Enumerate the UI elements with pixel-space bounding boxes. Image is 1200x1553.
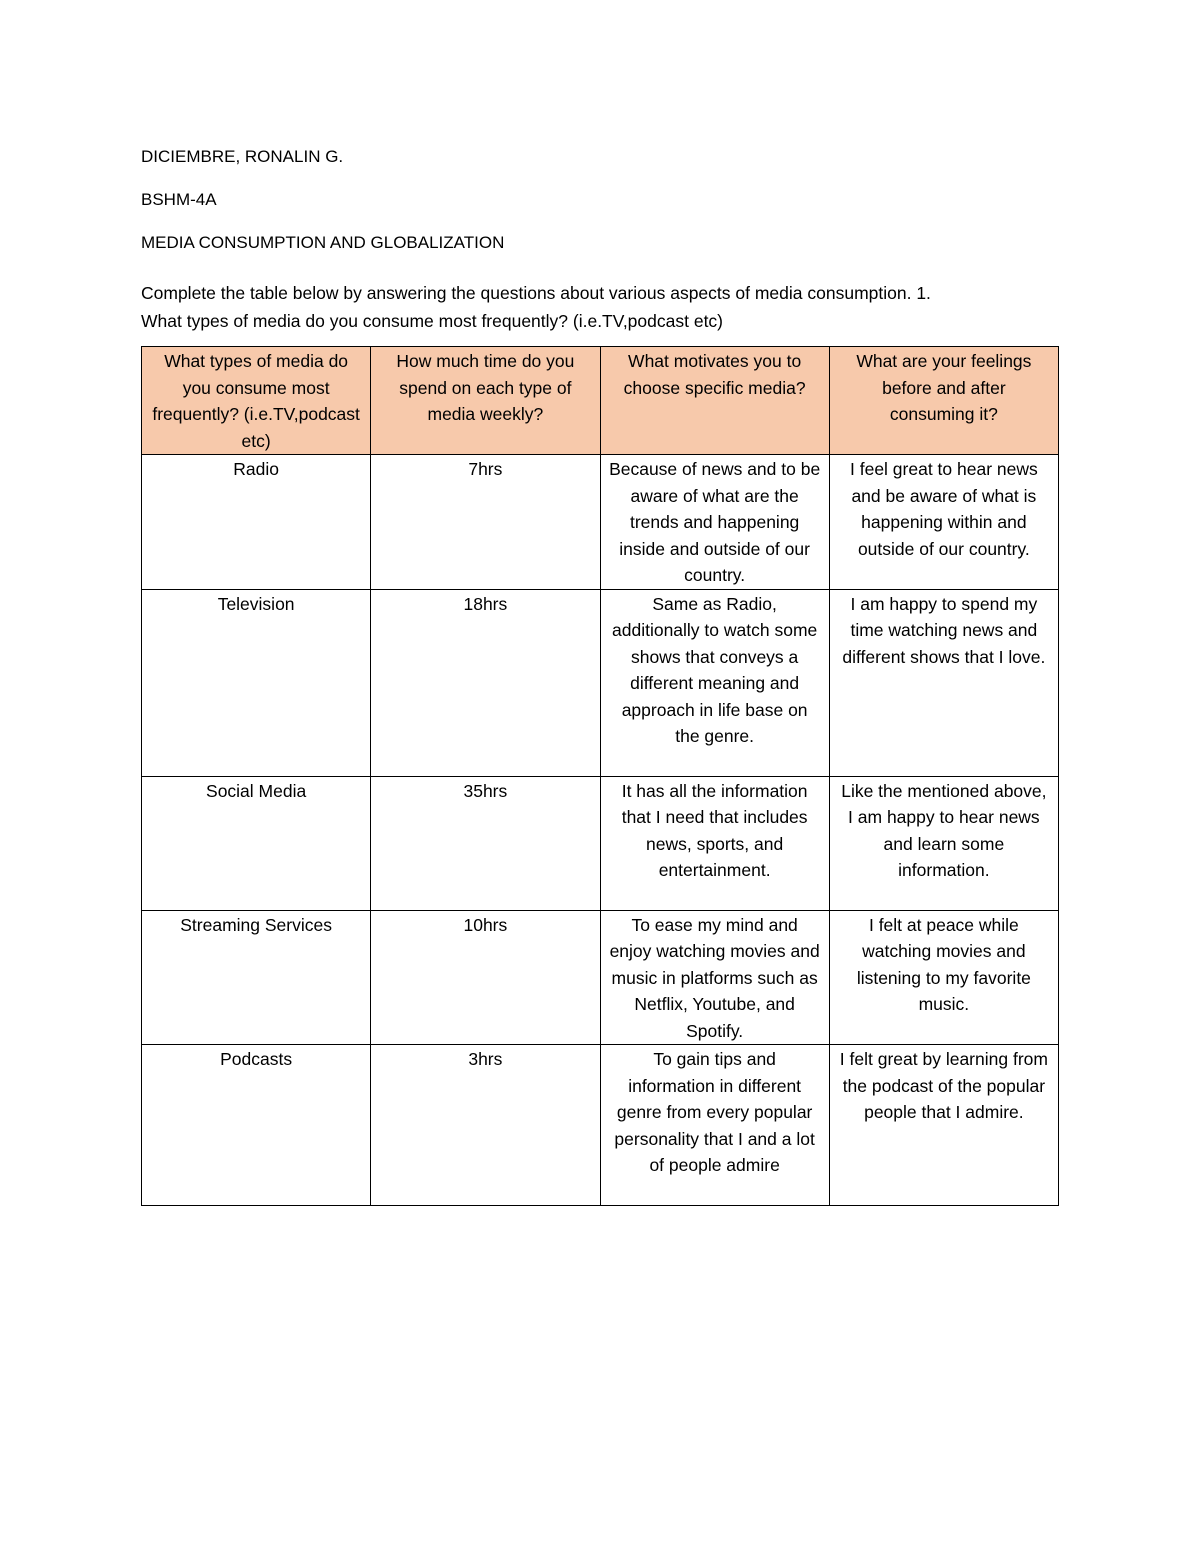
table-row bbox=[142, 910, 1059, 1045]
cell-media-type: Podcasts bbox=[142, 1045, 371, 1206]
cell-feelings: I felt great by learning from the podcast of the popular people that I admire. bbox=[829, 1045, 1058, 1206]
cell-motivation: Because of news and to be aware of what are the trends and happening inside and outside of our country. bbox=[600, 455, 829, 590]
instructions bbox=[141, 279, 1071, 335]
column-header-feelings: What are your feelings before and after consuming it? bbox=[829, 347, 1058, 455]
media-consumption-table bbox=[141, 346, 1059, 1206]
cell-motivation: Same as Radio, additionally to watch some shows that conveys a different meaning and approach in life base on the genre. bbox=[600, 589, 829, 776]
column-header-time-spent: How much time do you spend on each type of media weekly? bbox=[371, 347, 600, 455]
cell-time-spent: 10hrs bbox=[371, 910, 600, 1045]
cell-time-spent: 7hrs bbox=[371, 455, 600, 590]
cell-time-spent: 3hrs bbox=[371, 1045, 600, 1206]
student-name: DICIEMBRE, RONALIN G. bbox=[141, 147, 344, 166]
instructions-line-1: Complete the table below by answering the questions about various aspects of media consumption. 1. bbox=[141, 283, 931, 303]
student-section: BSHM-4A bbox=[141, 190, 217, 209]
cell-feelings: Like the mentioned above, I am happy to hear news and learn some information. bbox=[829, 776, 1058, 910]
cell-time-spent: 35hrs bbox=[371, 776, 600, 910]
cell-media-type: Social Media bbox=[142, 776, 371, 910]
document-title: MEDIA CONSUMPTION AND GLOBALIZATION bbox=[141, 233, 505, 252]
table-header-row bbox=[142, 347, 1059, 455]
cell-feelings: I am happy to spend my time watching news and different shows that I love. bbox=[829, 589, 1058, 776]
table-row bbox=[142, 776, 1059, 910]
table-row bbox=[142, 455, 1059, 590]
cell-media-type: Television bbox=[142, 589, 371, 776]
cell-motivation: To gain tips and information in different genre from every popular personality that I and a lot of people admire bbox=[600, 1045, 829, 1206]
column-header-media-type: What types of media do you consume most frequently? (i.e.TV,podcast etc) bbox=[142, 347, 371, 455]
cell-feelings: I felt at peace while watching movies and listening to my favorite music. bbox=[829, 910, 1058, 1045]
cell-motivation: To ease my mind and enjoy watching movies and music in platforms such as Netflix, Youtube, and Spotify. bbox=[600, 910, 829, 1045]
table-row bbox=[142, 589, 1059, 776]
cell-motivation: It has all the information that I need that includes news, sports, and entertainment. bbox=[600, 776, 829, 910]
cell-time-spent: 18hrs bbox=[371, 589, 600, 776]
cell-media-type: Radio bbox=[142, 455, 371, 590]
column-header-motivation: What motivates you to choose specific media? bbox=[600, 347, 829, 455]
table-row bbox=[142, 1045, 1059, 1206]
cell-media-type: Streaming Services bbox=[142, 910, 371, 1045]
cell-feelings: I feel great to hear news and be aware of what is happening within and outside of our country. bbox=[829, 455, 1058, 590]
instructions-line-2: What types of media do you consume most frequently? (i.e.TV,podcast etc) bbox=[141, 311, 724, 331]
